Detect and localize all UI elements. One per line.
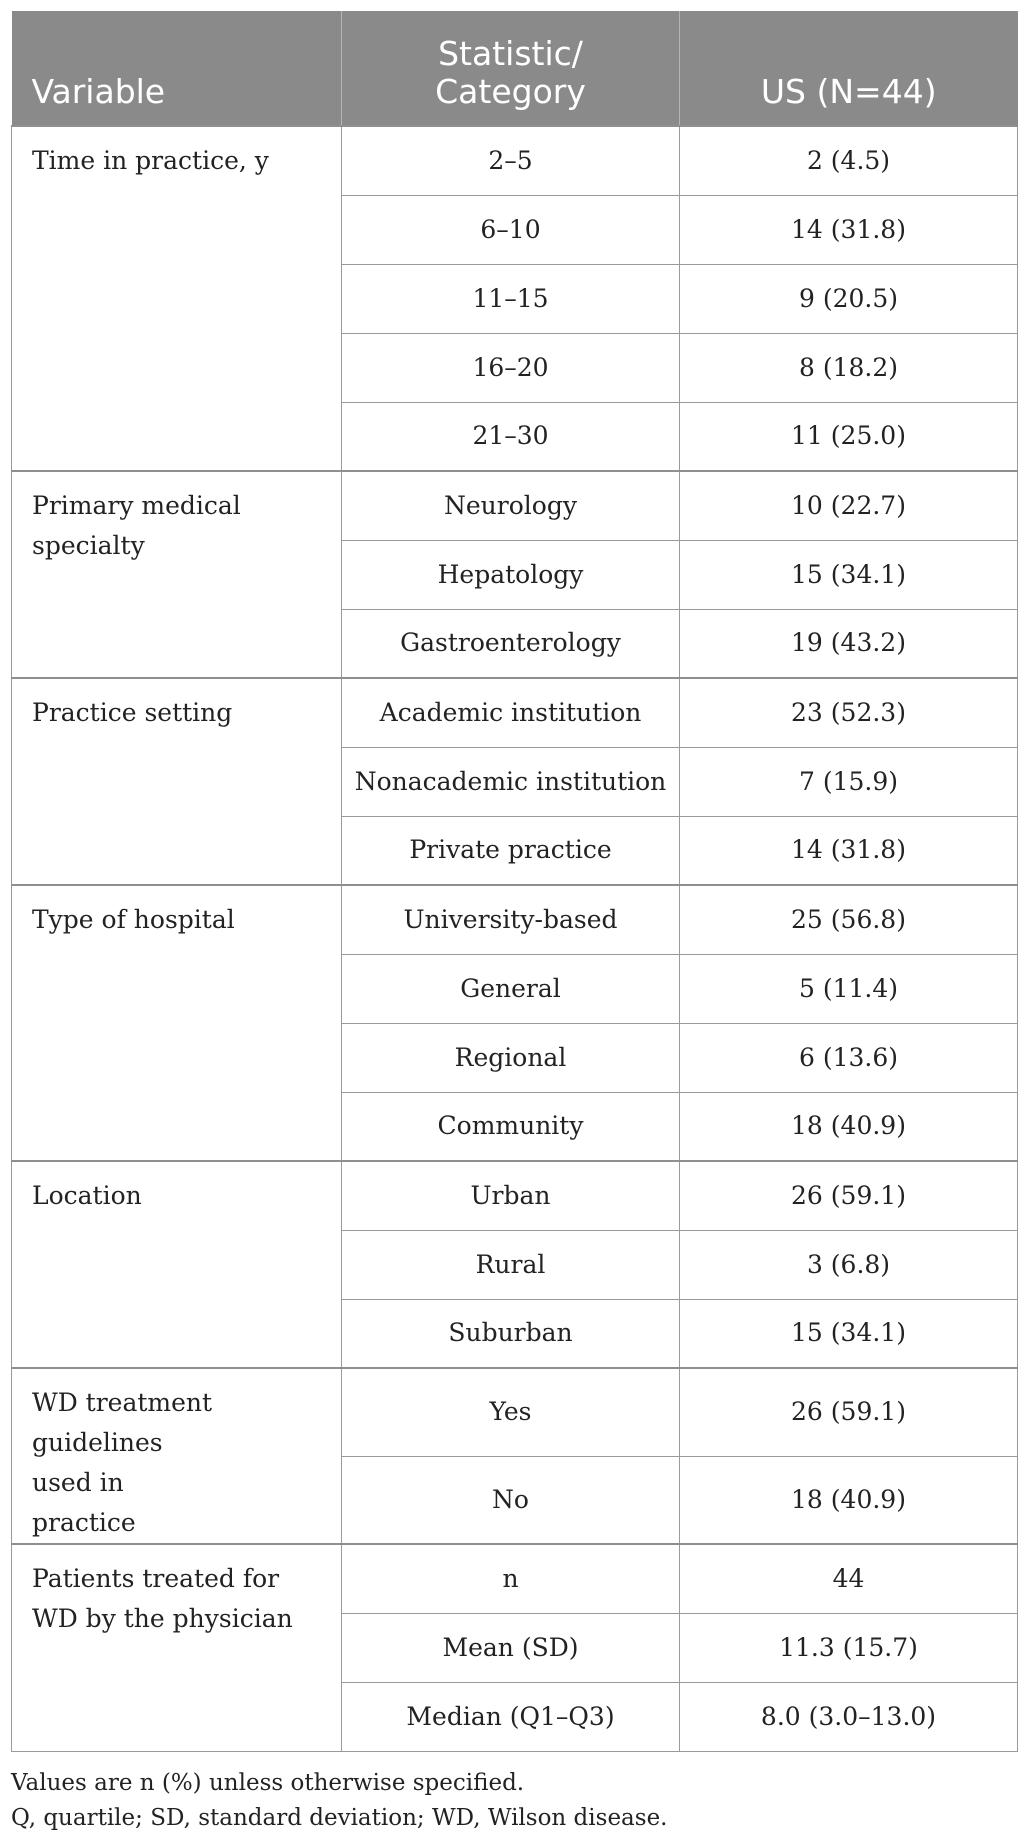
value-cell: 6 (13.6) [680,1023,1018,1092]
category-cell: Regional [342,1023,680,1092]
value-cell: 25 (56.8) [680,885,1018,954]
variable-cell: Practice setting [12,678,342,885]
variable-cell: Primary medical specialty [12,471,342,678]
category-cell: Urban [342,1161,680,1230]
table-row [12,126,1018,195]
category-cell: Suburban [342,1299,680,1368]
value-cell: 10 (22.7) [680,471,1018,540]
category-cell: 11–15 [342,264,680,333]
table-container [11,11,1017,1836]
value-cell: 15 (34.1) [680,1299,1018,1368]
value-cell: 15 (34.1) [680,540,1018,609]
table-body [12,126,1018,1751]
footnote-values: Values are n (%) unless otherwise specified. [11,1769,525,1796]
variable-cell: Type of hospital [12,885,342,1161]
demographics-table [11,11,1018,1752]
header-statistic-category: Statistic/ Category [342,11,680,126]
table-row [12,678,1018,747]
category-cell: Neurology [342,471,680,540]
header-row [12,11,1018,126]
value-cell: 23 (52.3) [680,678,1018,747]
value-cell: 2 (4.5) [680,126,1018,195]
category-cell: Mean (SD) [342,1613,680,1682]
category-cell: University-based [342,885,680,954]
value-cell: 8 (18.2) [680,333,1018,402]
variable-cell: WD treatment guidelines used in practice [12,1368,342,1544]
value-cell: 11.3 (15.7) [680,1613,1018,1682]
value-cell: 26 (59.1) [680,1161,1018,1230]
category-cell: Community [342,1092,680,1161]
value-cell: 26 (59.1) [680,1368,1018,1456]
table-row [12,885,1018,954]
category-cell: Yes [342,1368,680,1456]
value-cell: 5 (11.4) [680,954,1018,1023]
variable-cell: Location [12,1161,342,1368]
category-cell: Rural [342,1230,680,1299]
variable-cell: Time in practice, y [12,126,342,471]
value-cell: 7 (15.9) [680,747,1018,816]
header-variable: Variable [12,11,342,126]
table-header [12,11,1018,126]
header-us: US (N=44) [680,11,1018,126]
value-cell: 3 (6.8) [680,1230,1018,1299]
value-cell: 8.0 (3.0–13.0) [680,1682,1018,1751]
table-row [12,1161,1018,1230]
category-cell: Hepatology [342,540,680,609]
category-cell: 2–5 [342,126,680,195]
category-cell: Nonacademic institution [342,747,680,816]
value-cell: 18 (40.9) [680,1456,1018,1544]
value-cell: 19 (43.2) [680,609,1018,678]
value-cell: 9 (20.5) [680,264,1018,333]
table-footnotes [11,1766,1017,1836]
category-cell: n [342,1544,680,1613]
footnote-abbreviations: Q, quartile; SD, standard deviation; WD, Wilson disease. [11,1804,668,1831]
category-cell: 6–10 [342,195,680,264]
category-cell: Private practice [342,816,680,885]
category-cell: No [342,1456,680,1544]
category-cell: Gastroenterology [342,609,680,678]
category-cell: 16–20 [342,333,680,402]
table-row [12,1544,1018,1613]
table-row [12,471,1018,540]
value-cell: 14 (31.8) [680,816,1018,885]
value-cell: 11 (25.0) [680,402,1018,471]
value-cell: 44 [680,1544,1018,1613]
table-row [12,1368,1018,1456]
category-cell: General [342,954,680,1023]
variable-cell: Patients treated for WD by the physician [12,1544,342,1751]
value-cell: 18 (40.9) [680,1092,1018,1161]
category-cell: 21–30 [342,402,680,471]
category-cell: Median (Q1–Q3) [342,1682,680,1751]
category-cell: Academic institution [342,678,680,747]
value-cell: 14 (31.8) [680,195,1018,264]
